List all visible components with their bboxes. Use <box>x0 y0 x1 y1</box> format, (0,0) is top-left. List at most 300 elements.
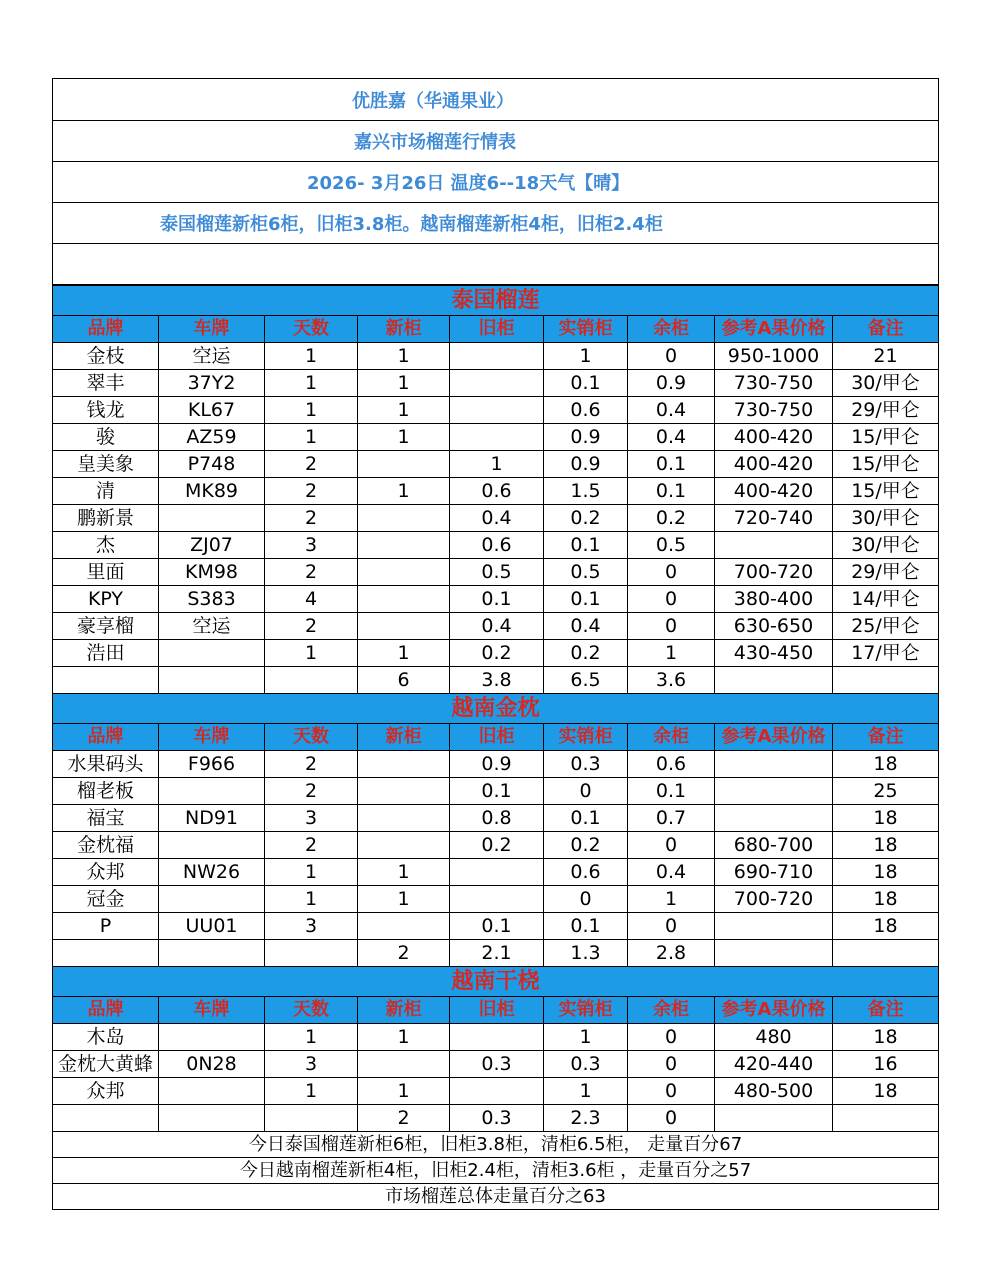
table-cell: 1 <box>358 640 450 667</box>
total-cell <box>833 940 939 967</box>
table-cell: 0.7 <box>628 805 715 832</box>
table-cell: 众邦 <box>53 1078 159 1105</box>
table-cell: UU01 <box>159 913 265 940</box>
total-cell <box>265 940 358 967</box>
total-cell <box>833 667 939 694</box>
table-cell <box>450 1078 544 1105</box>
table-cell: 0.6 <box>544 859 628 886</box>
column-header: 新柜 <box>358 997 450 1024</box>
table-cell: 1 <box>265 370 358 397</box>
table-cell: 0.2 <box>544 505 628 532</box>
table-cell: 0 <box>628 913 715 940</box>
table-cell: 14/甲仑 <box>833 586 939 613</box>
column-header: 车牌 <box>159 997 265 1024</box>
table-cell: 17/甲仑 <box>833 640 939 667</box>
table-cell: 480-500 <box>715 1078 833 1105</box>
table-row <box>53 586 939 613</box>
total-cell <box>265 667 358 694</box>
table-cell: 3 <box>265 805 358 832</box>
table-cell: 400-420 <box>715 478 833 505</box>
table-cell: 2 <box>265 478 358 505</box>
table-cell: 福宝 <box>53 805 159 832</box>
table-cell: 680-700 <box>715 832 833 859</box>
table-cell: 18 <box>833 805 939 832</box>
table-cell <box>159 832 265 859</box>
table-cell <box>358 913 450 940</box>
table-cell: 0.1 <box>450 586 544 613</box>
table-cell: 2 <box>265 778 358 805</box>
table-cell: 1 <box>358 859 450 886</box>
column-header: 天数 <box>265 316 358 343</box>
table-cell: 豪享榴 <box>53 613 159 640</box>
total-cell: 1.3 <box>544 940 628 967</box>
table-cell: 480 <box>715 1024 833 1051</box>
total-cell <box>715 940 833 967</box>
table-cell: 1 <box>265 640 358 667</box>
table-cell: KL67 <box>159 397 265 424</box>
table-cell: 0.2 <box>450 640 544 667</box>
column-header: 余柜 <box>628 724 715 751</box>
table-cell: 730-750 <box>715 397 833 424</box>
column-header: 参考A果价格 <box>715 316 833 343</box>
table-row <box>53 778 939 805</box>
table-cell: 0.2 <box>628 505 715 532</box>
section-title-row <box>53 286 939 316</box>
column-header-row <box>53 316 939 343</box>
table-cell: 水果码头 <box>53 751 159 778</box>
table-cell: 0.4 <box>628 397 715 424</box>
column-header: 余柜 <box>628 997 715 1024</box>
table-cell: 380-400 <box>715 586 833 613</box>
table-cell <box>450 859 544 886</box>
table-row <box>53 751 939 778</box>
table-cell: 0 <box>628 832 715 859</box>
table-cell: 金枝 <box>53 343 159 370</box>
table-cell: 0 <box>628 586 715 613</box>
table-cell: 浩田 <box>53 640 159 667</box>
summary-text: 今日泰国榴莲新柜6柜，旧柜3.8柜，清柜6.5柜， 走量百分67 <box>53 1132 939 1158</box>
total-cell <box>159 940 265 967</box>
table-cell: 18 <box>833 913 939 940</box>
total-cell: 3.6 <box>628 667 715 694</box>
table-cell: 18 <box>833 1078 939 1105</box>
table-cell: ND91 <box>159 805 265 832</box>
total-cell <box>715 667 833 694</box>
table-cell: 0.6 <box>544 397 628 424</box>
table-cell: 0.4 <box>628 424 715 451</box>
table-cell: 0.3 <box>450 1051 544 1078</box>
table-cell: ZJ07 <box>159 532 265 559</box>
column-header: 新柜 <box>358 724 450 751</box>
table-cell: 1 <box>628 640 715 667</box>
table-cell: 1 <box>358 478 450 505</box>
table-cell <box>358 751 450 778</box>
total-cell <box>53 1105 159 1132</box>
table-cell: 杰 <box>53 532 159 559</box>
table-row <box>53 370 939 397</box>
table-cell <box>358 778 450 805</box>
total-cell <box>159 1105 265 1132</box>
table-cell: 0.1 <box>450 778 544 805</box>
table-cell: 钱龙 <box>53 397 159 424</box>
column-header: 实销柜 <box>544 724 628 751</box>
table-cell: AZ59 <box>159 424 265 451</box>
table-cell: 空运 <box>159 613 265 640</box>
table-cell: S383 <box>159 586 265 613</box>
table-cell: 0 <box>544 778 628 805</box>
table-cell: 37Y2 <box>159 370 265 397</box>
table-cell: 2 <box>265 613 358 640</box>
table-cell: 1 <box>544 343 628 370</box>
table-cell: 0.1 <box>544 586 628 613</box>
section-title-row <box>53 967 939 997</box>
table-cell: 21 <box>833 343 939 370</box>
column-header: 天数 <box>265 997 358 1024</box>
table-cell <box>358 505 450 532</box>
table-row <box>53 559 939 586</box>
totals-row <box>53 667 939 694</box>
table-cell: 30/甲仑 <box>833 505 939 532</box>
table-cell: 2 <box>265 451 358 478</box>
table-row <box>53 478 939 505</box>
table-cell: 29/甲仑 <box>833 559 939 586</box>
table-cell: 0.2 <box>544 832 628 859</box>
table-cell: 0.8 <box>450 805 544 832</box>
table-cell: 0 <box>628 1024 715 1051</box>
table-cell: 1 <box>265 397 358 424</box>
table-cell: 0.9 <box>450 751 544 778</box>
table-cell: 4 <box>265 586 358 613</box>
table-cell: 1 <box>628 886 715 913</box>
table-cell: 0.4 <box>450 613 544 640</box>
table-row <box>53 913 939 940</box>
table-cell: 700-720 <box>715 886 833 913</box>
company-row <box>52 78 939 121</box>
totals-row <box>53 940 939 967</box>
table-cell: 0.1 <box>628 778 715 805</box>
table-cell: 0.5 <box>628 532 715 559</box>
table-cell <box>159 505 265 532</box>
total-cell <box>53 667 159 694</box>
column-header: 旧柜 <box>450 724 544 751</box>
table-cell: 1 <box>265 343 358 370</box>
table-cell: 翠丰 <box>53 370 159 397</box>
table-cell: 1 <box>265 886 358 913</box>
table-cell <box>358 832 450 859</box>
table-cell: 18 <box>833 832 939 859</box>
total-cell: 2.3 <box>544 1105 628 1132</box>
column-header: 旧柜 <box>450 997 544 1024</box>
table-cell: 18 <box>833 859 939 886</box>
total-cell <box>833 1105 939 1132</box>
table-cell <box>159 1024 265 1051</box>
column-header: 参考A果价格 <box>715 724 833 751</box>
table-cell: P748 <box>159 451 265 478</box>
table-cell: 1 <box>450 451 544 478</box>
table-cell <box>450 397 544 424</box>
column-header-row <box>53 724 939 751</box>
table-cell <box>358 1051 450 1078</box>
table-cell <box>715 751 833 778</box>
table-cell: KPY <box>53 586 159 613</box>
table-cell: 冠金 <box>53 886 159 913</box>
table-cell: 木岛 <box>53 1024 159 1051</box>
table-cell: 众邦 <box>53 859 159 886</box>
table-row <box>53 832 939 859</box>
table-cell <box>450 1024 544 1051</box>
table-cell: 720-740 <box>715 505 833 532</box>
column-header: 车牌 <box>159 316 265 343</box>
table-cell: NW26 <box>159 859 265 886</box>
column-header: 实销柜 <box>544 997 628 1024</box>
date-weather: 2026- 3月26日 温度6--18天气【晴】 <box>307 173 630 194</box>
section-title: 越南干桡 <box>53 967 939 997</box>
column-header: 新柜 <box>358 316 450 343</box>
durian-table <box>52 285 939 1210</box>
totals-row <box>53 1105 939 1132</box>
table-row <box>53 1078 939 1105</box>
table-cell <box>358 532 450 559</box>
table-cell: 1 <box>358 397 450 424</box>
table-cell: 0 <box>544 886 628 913</box>
section-title: 泰国榴莲 <box>53 286 939 316</box>
table-cell: 0 <box>628 1051 715 1078</box>
table-cell <box>450 886 544 913</box>
column-header: 参考A果价格 <box>715 997 833 1024</box>
total-cell: 6.5 <box>544 667 628 694</box>
table-cell: 0.1 <box>544 370 628 397</box>
summary-row <box>53 1158 939 1184</box>
total-cell: 0.3 <box>450 1105 544 1132</box>
report-title: 嘉兴市场榴莲行情表 <box>354 132 516 153</box>
table-cell: 690-710 <box>715 859 833 886</box>
table-cell: 1 <box>265 859 358 886</box>
table-cell: 0 <box>628 559 715 586</box>
table-row <box>53 805 939 832</box>
table-cell: 鹏新景 <box>53 505 159 532</box>
table-cell: 里面 <box>53 559 159 586</box>
table-cell: 0.1 <box>628 451 715 478</box>
table-row <box>53 859 939 886</box>
table-cell: 0.4 <box>628 859 715 886</box>
table-cell: 0.3 <box>544 1051 628 1078</box>
table-row <box>53 1051 939 1078</box>
table-cell: 空运 <box>159 343 265 370</box>
table-cell: 0.4 <box>544 613 628 640</box>
table-cell: 1 <box>358 886 450 913</box>
table-cell: 700-720 <box>715 559 833 586</box>
column-header: 实销柜 <box>544 316 628 343</box>
table-cell: 30/甲仑 <box>833 370 939 397</box>
table-cell: 25 <box>833 778 939 805</box>
total-cell: 3.8 <box>450 667 544 694</box>
table-cell: 1 <box>358 1078 450 1105</box>
table-cell: 0.9 <box>544 424 628 451</box>
column-header: 天数 <box>265 724 358 751</box>
table-row <box>53 424 939 451</box>
total-cell: 2 <box>358 940 450 967</box>
table-cell: 0.4 <box>450 505 544 532</box>
table-cell: 0.1 <box>544 913 628 940</box>
table-cell <box>159 778 265 805</box>
table-cell: KM98 <box>159 559 265 586</box>
column-header: 旧柜 <box>450 316 544 343</box>
table-cell: 1 <box>358 1024 450 1051</box>
table-cell: 0 <box>628 1078 715 1105</box>
column-header: 余柜 <box>628 316 715 343</box>
column-header-row <box>53 997 939 1024</box>
table-cell: 18 <box>833 1024 939 1051</box>
table-cell: 0.1 <box>544 805 628 832</box>
table-cell <box>358 613 450 640</box>
table-cell: 0.5 <box>544 559 628 586</box>
table-cell: 1 <box>358 343 450 370</box>
table-cell: 0N28 <box>159 1051 265 1078</box>
summary-row <box>53 1184 939 1210</box>
date-weather-row <box>52 162 939 203</box>
total-cell: 2.8 <box>628 940 715 967</box>
table-cell: 1 <box>358 424 450 451</box>
table-cell: 1 <box>265 424 358 451</box>
table-cell: 0.2 <box>544 640 628 667</box>
total-cell <box>53 940 159 967</box>
table-cell: 0.2 <box>450 832 544 859</box>
column-header: 备注 <box>833 724 939 751</box>
table-row <box>53 886 939 913</box>
summary-row <box>53 1132 939 1158</box>
table-cell: 榴老板 <box>53 778 159 805</box>
table-cell <box>450 370 544 397</box>
company-name: 优胜嘉（华通果业） <box>352 90 514 112</box>
summary-text: 市场榴莲总体走量百分之63 <box>53 1184 939 1210</box>
table-cell: 400-420 <box>715 451 833 478</box>
table-cell: 18 <box>833 751 939 778</box>
table-cell: 0 <box>628 613 715 640</box>
table-cell: 25/甲仑 <box>833 613 939 640</box>
section-title-row <box>53 694 939 724</box>
table-cell: 骏 <box>53 424 159 451</box>
table-cell: 18 <box>833 886 939 913</box>
table-cell: 清 <box>53 478 159 505</box>
table-cell: 2 <box>265 832 358 859</box>
table-cell: MK89 <box>159 478 265 505</box>
total-cell <box>159 667 265 694</box>
column-header: 车牌 <box>159 724 265 751</box>
total-cell: 0 <box>628 1105 715 1132</box>
table-cell: 29/甲仑 <box>833 397 939 424</box>
table-cell: 1 <box>265 1024 358 1051</box>
table-cell: 1 <box>358 370 450 397</box>
table-cell <box>358 451 450 478</box>
table-cell: 1 <box>265 1078 358 1105</box>
table-cell: 2 <box>265 559 358 586</box>
table-cell: 0.3 <box>544 751 628 778</box>
table-cell: 0 <box>628 343 715 370</box>
table-row <box>53 451 939 478</box>
table-cell <box>358 586 450 613</box>
table-cell: 3 <box>265 532 358 559</box>
table-cell <box>715 532 833 559</box>
table-cell: 0.9 <box>628 370 715 397</box>
table-row <box>53 640 939 667</box>
table-cell: 0.1 <box>628 478 715 505</box>
table-cell <box>450 343 544 370</box>
table-cell: F966 <box>159 751 265 778</box>
table-cell: 1 <box>544 1024 628 1051</box>
table-row <box>53 343 939 370</box>
column-header: 品牌 <box>53 724 159 751</box>
table-cell: 2 <box>265 751 358 778</box>
table-cell: 0.9 <box>544 451 628 478</box>
column-header: 品牌 <box>53 997 159 1024</box>
table-cell: 15/甲仑 <box>833 478 939 505</box>
total-cell: 2 <box>358 1105 450 1132</box>
market-report-sheet <box>52 78 938 1210</box>
table-cell: 0.6 <box>450 532 544 559</box>
table-cell: 420-440 <box>715 1051 833 1078</box>
column-header: 品牌 <box>53 316 159 343</box>
summary-text: 今日越南榴莲新柜4柜，旧柜2.4柜，清柜3.6柜 ，走量百分之57 <box>53 1158 939 1184</box>
overview-text: 泰国榴莲新柜6柜，旧柜3.8柜。越南榴莲新柜4柜，旧柜2.4柜 <box>160 214 663 235</box>
table-cell: 15/甲仑 <box>833 424 939 451</box>
table-cell: 950-1000 <box>715 343 833 370</box>
table-cell <box>715 913 833 940</box>
table-cell: P <box>53 913 159 940</box>
table-cell: 0.6 <box>450 478 544 505</box>
table-cell <box>358 559 450 586</box>
table-cell <box>715 805 833 832</box>
table-cell: 730-750 <box>715 370 833 397</box>
table-cell: 30/甲仑 <box>833 532 939 559</box>
total-cell: 2.1 <box>450 940 544 967</box>
table-row <box>53 505 939 532</box>
table-cell: 皇美象 <box>53 451 159 478</box>
table-row <box>53 532 939 559</box>
section-title: 越南金枕 <box>53 694 939 724</box>
table-cell <box>159 640 265 667</box>
table-cell: 2 <box>265 505 358 532</box>
total-cell <box>715 1105 833 1132</box>
blank-row <box>52 244 939 285</box>
table-row <box>53 613 939 640</box>
table-cell <box>715 778 833 805</box>
table-cell: 430-450 <box>715 640 833 667</box>
table-cell: 16 <box>833 1051 939 1078</box>
table-row <box>53 1024 939 1051</box>
table-cell: 0.6 <box>628 751 715 778</box>
table-cell: 金枕大黄蜂 <box>53 1051 159 1078</box>
table-cell: 金枕福 <box>53 832 159 859</box>
report-title-row <box>52 121 939 162</box>
table-cell: 400-420 <box>715 424 833 451</box>
table-cell: 3 <box>265 913 358 940</box>
table-cell: 3 <box>265 1051 358 1078</box>
table-row <box>53 397 939 424</box>
table-cell: 15/甲仑 <box>833 451 939 478</box>
column-header: 备注 <box>833 997 939 1024</box>
table-cell <box>159 1078 265 1105</box>
total-cell <box>265 1105 358 1132</box>
table-cell <box>450 424 544 451</box>
table-cell <box>358 805 450 832</box>
table-cell: 1.5 <box>544 478 628 505</box>
table-cell: 0.5 <box>450 559 544 586</box>
column-header: 备注 <box>833 316 939 343</box>
overview-row <box>52 203 939 244</box>
table-cell: 0.1 <box>450 913 544 940</box>
table-cell: 630-650 <box>715 613 833 640</box>
total-cell: 6 <box>358 667 450 694</box>
